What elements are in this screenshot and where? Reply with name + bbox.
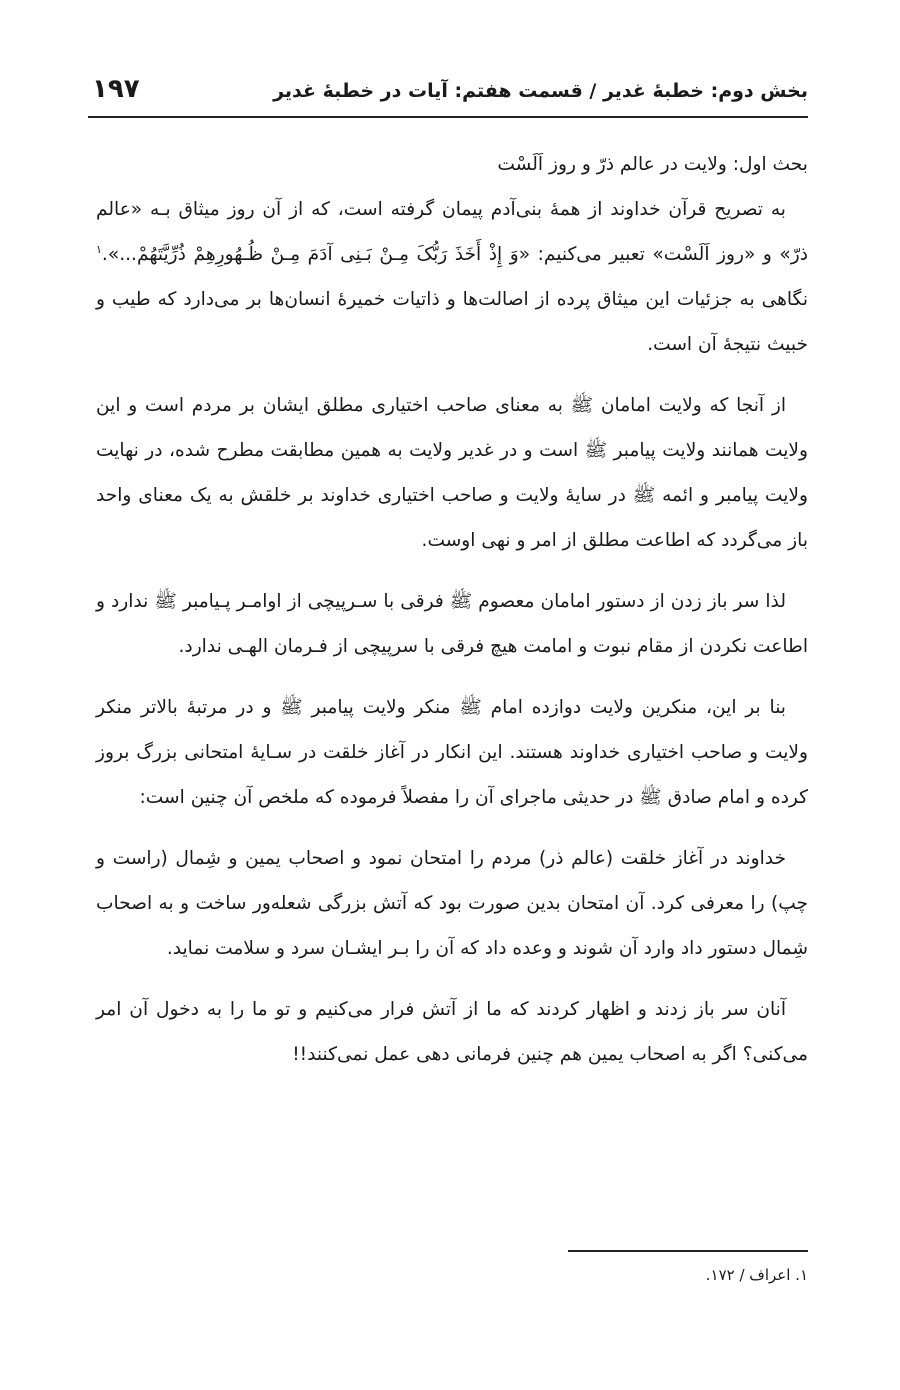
paragraph-5: خداوند در آغاز خلقت (عالم ذر) مردم را امتحان نمود و اصحاب یمین و شِمال (راست و چپ) را معرفی کرد. آن امتحان بدین صورت بود که آتش بزرگی شعله‌ور ساخت و به اصحاب شِمال دستور داد وارد آن شوند و وعده داد که آن را بـر ایشـان سرد و سلامت نماید. <box>96 848 808 959</box>
paragraph-3: لذا سر باز زدن از دستور امامان معصوم ﷺ فرقی با سـرپیچی از اوامـر پـیامبر ﷺ ندارد و اطاعت نکردن از مقام نبوت و امامت هیچ فرقی با سرپیچی از فـرمان الهـی ندارد. <box>96 591 808 657</box>
paragraph-1-text: به تصریح قرآن خداوند از همۀ بنی‌آدم پیمان گرفته است، که از آن روز میثاق بـه «عالم ذرّ» و «روز اَلَسْت» تعبیر می‌کنیم: «وَ إِذْ أَخَذَ رَبُّکَ مِـنْ بَـنِی آدَمَ مِـنْ ظُـهُورِهِمْ ذُرِّیَّتَهُمْ...». <box>96 199 808 265</box>
footnote-divider <box>568 1250 808 1252</box>
paragraph-1 <box>96 187 808 367</box>
body-text <box>96 142 808 1077</box>
page-number: ۱۹۷ <box>92 74 140 104</box>
footnote-reference[interactable]: ۱ <box>96 242 102 256</box>
running-header <box>88 70 808 118</box>
paragraph-6: آنان سر باز زدند و اظهار کردند که ما از آتش فرار می‌کنیم و تو ما را به دخول آن امر می‌کنی؟ اگر به اصحاب یمین هم چنین فرمانی دهی عمل نمی‌کنند!! <box>96 999 808 1065</box>
paragraph-1-continuation: نگاهی به جزئیات این میثاق پرده از اصالت‌ها و ذاتیات خمیرۀ انسان‌ها بر می‌دارد که طیب و خبیث نتیجۀ آن است. <box>96 289 808 355</box>
running-title: بخش دوم: خطبۀ غدیر / قسمت هفتم: آیات در خطبۀ غدیر <box>273 80 808 102</box>
paragraph-2: از آنجا که ولایت امامان ﷺ به معنای صاحب اختیاری مطلق ایشان بر مردم است و این ولایت همانند ولایت پیامبر ﷺ است و در غدیر ولایت به همین مطابقت مطرح شده، در نهایت ولایت پیامبر و ائمه ﷺ در سایۀ ولایت و صاحب اختیاری خداوند بر خلقش به یک معنای واحد باز می‌گردد که اطاعت مطلق از امر و نهی اوست. <box>96 395 808 551</box>
footnote-1: ۱. اعراف / ۱۷۲. <box>705 1266 808 1284</box>
section-heading: بحث اول: ولایت در عالم ذرّ و روز اَلَسْت <box>497 154 808 175</box>
paragraph-4: بنا بر این، منکرین ولایت دوازده امام ﷺ منکر ولایت پیامبر ﷺ و در مرتبۀ بالاتر منکر ولایت و صاحب اختیاری خداوند هستند. این انکار در آغاز خلقت در سـایۀ امتحانی بزرگ بروز کرده و امام صادق ﷺ در حدیثی ماجرای آن را مفصلاً فرموده که ملخص آن چنین است: <box>96 697 808 808</box>
